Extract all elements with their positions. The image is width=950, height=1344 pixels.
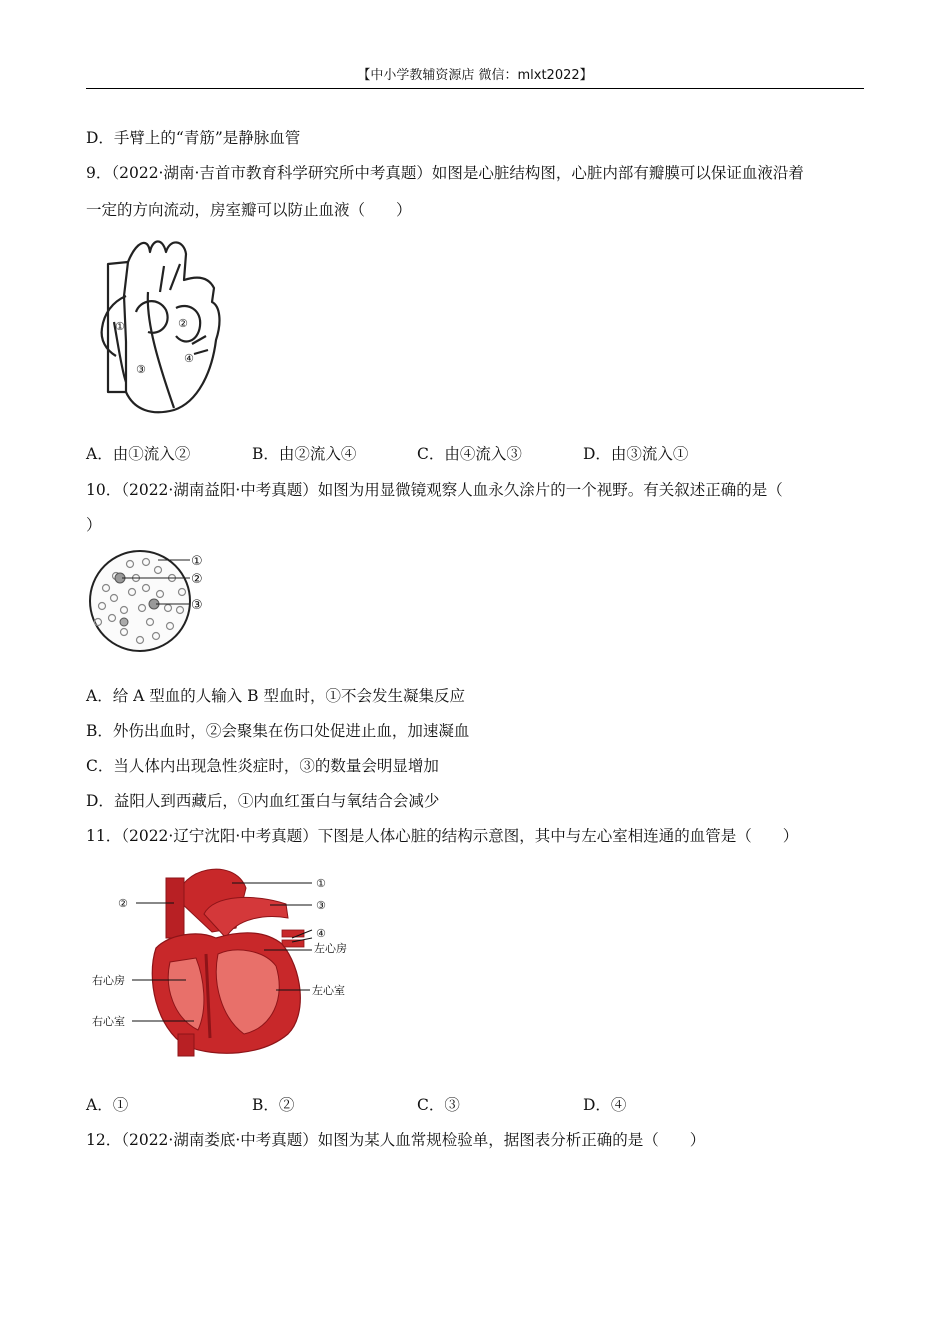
q9-label-2: ② xyxy=(178,317,188,330)
q9-label-1: ① xyxy=(115,320,125,333)
q11-label-2: ② xyxy=(118,897,128,910)
q9-option-c: C．由④流入③ xyxy=(417,445,522,463)
q11-label-right-ventricle: 右心室 xyxy=(92,1015,125,1028)
q9-option-d: D．由③流入① xyxy=(583,445,689,463)
q10-option-d: D．益阳人到西藏后，①内血红蛋白与氧结合会减少 xyxy=(86,792,440,810)
q10-label-3: ③ xyxy=(191,598,203,613)
q10-blood-smear-diagram xyxy=(84,548,214,654)
q11-option-d: D．④ xyxy=(583,1096,627,1114)
q11-stem: 11．（2022·辽宁沈阳·中考真题）下图是人体心脏的结构示意图，其中与左心室相连通的血管是（ ） xyxy=(86,827,799,845)
q11-option-b: B．② xyxy=(252,1096,295,1114)
q10-stem-line2: ） xyxy=(86,516,102,534)
q12-stem: 12．（2022·湖南娄底·中考真题）如图为某人血常规检验单，据图表分析正确的是（ ） xyxy=(86,1131,706,1149)
q10-option-a: A．给 A 型血的人输入 B 型血时，①不会发生凝集反应 xyxy=(86,687,465,705)
page-header: 【中小学教辅资源店 微信：mlxt2022】 xyxy=(86,64,864,89)
q11-label-3: ③ xyxy=(316,899,326,912)
q9-stem-line1: 9．（2022·湖南·吉首市教育科学研究所中考真题）如图是心脏结构图，心脏内部有瓣膜可以保证血液沿着 xyxy=(86,164,804,182)
q10-label-1: ① xyxy=(191,554,203,569)
q11-label-4: ④ xyxy=(316,927,326,940)
q11-label-left-atrium: 左心房 xyxy=(314,942,347,955)
q9-option-b: B．由②流入④ xyxy=(252,445,357,463)
q9-label-4: ④ xyxy=(184,352,194,365)
q10-label-2: ② xyxy=(191,572,203,587)
q9-option-a: A．由①流入② xyxy=(86,445,191,463)
q8-option-d: D．手臂上的“青筋”是静脉血管 xyxy=(86,129,301,147)
q11-option-a: A．① xyxy=(86,1096,129,1114)
q11-label-right-atrium: 右心房 xyxy=(92,974,125,987)
q9-heart-diagram xyxy=(88,232,228,420)
q9-stem-line2: 一定的方向流动，房室瓣可以防止血液（ ） xyxy=(86,201,412,219)
q11-heart-diagram xyxy=(86,858,366,1060)
q11-label-left-ventricle: 左心室 xyxy=(312,984,345,997)
q11-option-c: C．③ xyxy=(417,1096,460,1114)
q10-stem-line1: 10．（2022·湖南益阳·中考真题）如图为用显微镜观察人血永久涂片的一个视野。有关叙述正确的是（ xyxy=(86,481,783,499)
q9-label-3: ③ xyxy=(136,363,146,376)
q10-option-c: C．当人体内出现急性炎症时，③的数量会明显增加 xyxy=(86,757,439,775)
q11-label-1: ① xyxy=(316,877,326,890)
q10-option-b: B．外伤出血时，②会聚集在伤口处促进止血，加速凝血 xyxy=(86,722,470,740)
